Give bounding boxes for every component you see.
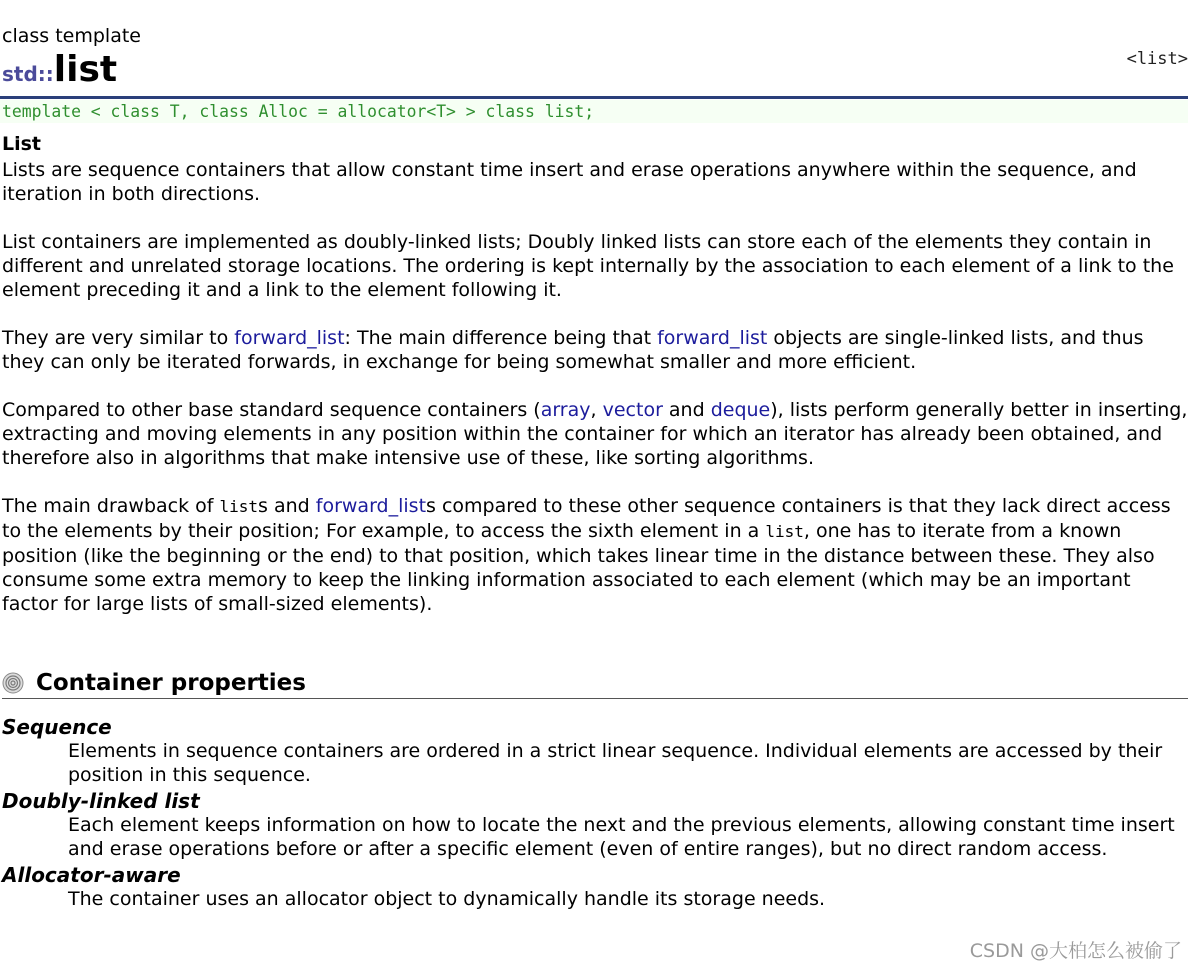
fingerprint-icon: [2, 672, 24, 694]
paragraph-5: [2, 494, 1188, 616]
paragraph-4: [2, 398, 1188, 470]
deque-link[interactable]: deque: [710, 399, 771, 421]
namespace-label: std::: [2, 62, 54, 86]
paragraph-1: Lists are sequence containers that allow constant time insert and erase operations anywhere within the sequence, and iteration in both directions.: [2, 159, 1137, 205]
text-run: ), lists perform generally better in inserting, extracting and moving elements in any position within the container for which an iterator has already been obtained, and therefore also in algorithms that make intensive use of these, like sorting algorithms.: [2, 399, 1188, 469]
property-term: Sequence: [2, 715, 112, 739]
text-run: , one has to iterate from a known position (like the beginning or the end) to that position, which takes linear time in the distance between these. They also consume some extra memory to keep the linking information associated to each element (which may be an important factor for large lists of small-sized elements).: [2, 520, 1155, 615]
text-run: s compared to these other sequence containers is that they lack direct access to the elements by their position; For example, to access the sixth element in a: [2, 495, 1171, 542]
text-run: and: [662, 399, 711, 421]
inline-code: list: [765, 522, 804, 541]
property-term: Doubly-linked list: [2, 789, 200, 813]
class-name: list: [53, 49, 118, 90]
array-link[interactable]: array: [540, 399, 591, 421]
property-description: The container uses an allocator object to dynamically handle its storage needs.: [68, 888, 826, 910]
text-run: s and: [258, 495, 316, 517]
page-header: [0, 0, 1188, 121]
header-divider: [0, 96, 1188, 99]
vector-link[interactable]: vector: [602, 399, 663, 421]
paragraph-2: List containers are implemented as doubly-linked lists; Doubly linked lists can store each of the elements they contain in different and unrelated storage locations. The ordering is kept internally by the association to each element of a link to the element preceding it and a link to the element following it.: [2, 231, 1174, 301]
text-run: Compared to other base standard sequence containers (: [2, 399, 541, 421]
forward-list-link[interactable]: forward_list: [315, 495, 427, 517]
short-title: List: [2, 133, 42, 155]
property-list: [2, 715, 1188, 911]
inline-code: list: [219, 497, 259, 516]
text-run: They are very similar to: [2, 327, 235, 349]
text-run: The main drawback of: [2, 495, 220, 517]
section-heading: [2, 668, 1188, 699]
property-description: Each element keeps information on how to locate the next and the previous elements, allowing constant time insert and erase operations before or after a specific element (even of entire ranges), but no direct random access.: [68, 814, 1175, 860]
entity-kind: class template: [2, 25, 141, 47]
text-run: objects are single-linked lists, and thus they can only be iterated forwards, in exchange for being somewhat smaller and more efficient.: [2, 327, 1144, 373]
text-run: ,: [590, 399, 603, 421]
property-description: Elements in sequence containers are ordered in a strict linear sequence. Individual elements are accessed by their position in this sequence.: [68, 740, 1163, 786]
text-run: : The main difference being that: [344, 327, 658, 349]
forward-list-link[interactable]: forward_list: [234, 327, 345, 349]
watermark: CSDN @大柏怎么被偷了: [969, 940, 1182, 962]
description: [2, 130, 1188, 640]
container-properties-section: [2, 668, 1188, 913]
property-term: Allocator-aware: [2, 863, 181, 887]
paragraph-3: [2, 326, 1188, 374]
template-prototype: template < class T, class Alloc = allocator<T> > class list;: [0, 100, 1188, 123]
header-include-link[interactable]: <list>: [1126, 49, 1188, 69]
page-title: [2, 50, 117, 96]
section-title: Container properties: [36, 670, 306, 696]
forward-list-link[interactable]: forward_list: [657, 327, 768, 349]
